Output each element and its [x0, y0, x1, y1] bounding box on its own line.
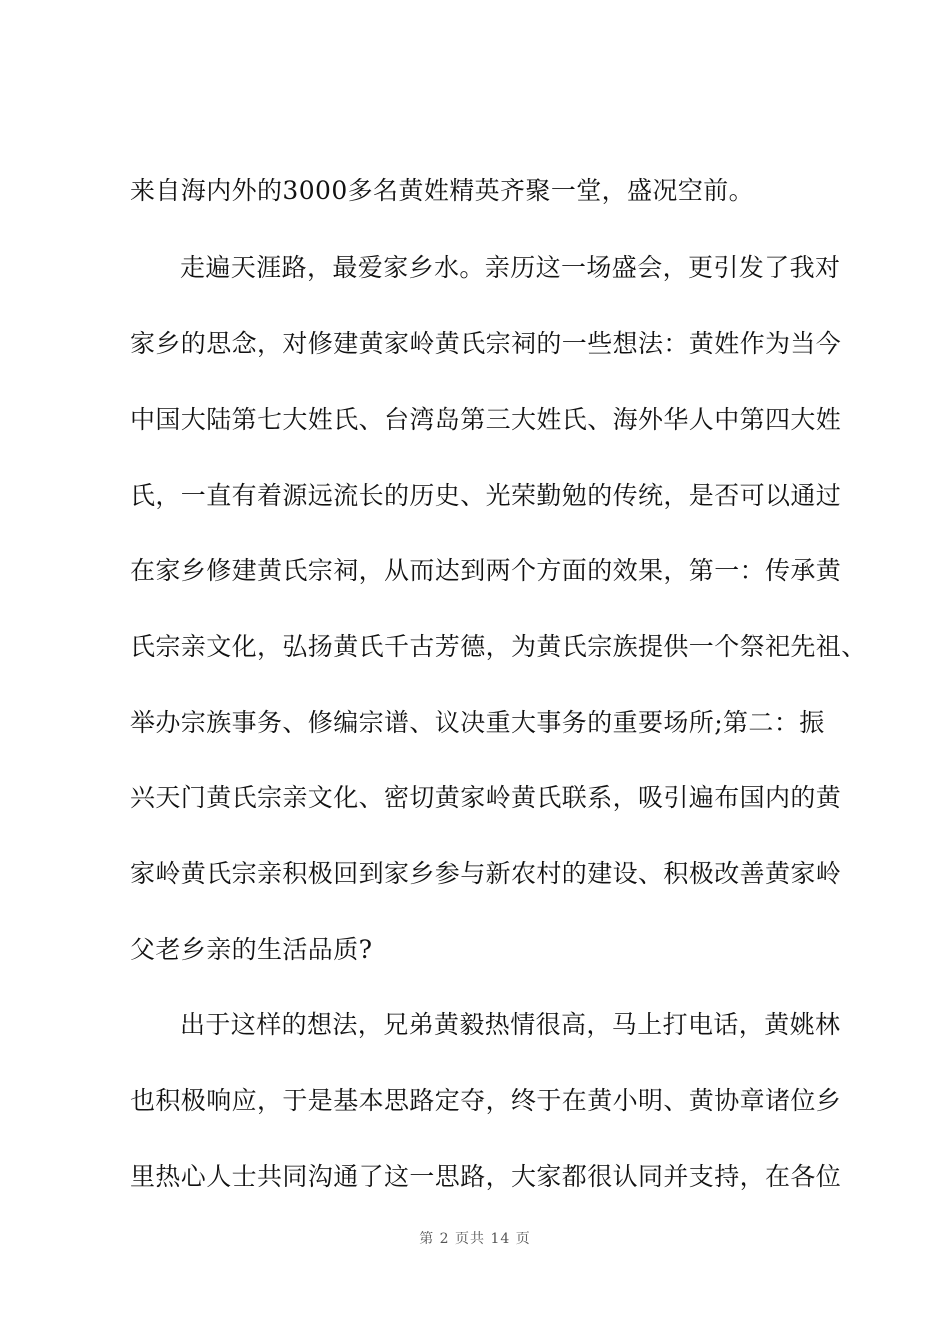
text-line-13: 也积极响应，于是基本思路定夺，终于在黄小明、黄协章诸位乡	[130, 1086, 842, 1115]
text-line-2: 走遍天涯路，最爱家乡水。亲历这一场盛会，更引发了我对	[180, 253, 841, 282]
text-line-8: 举办宗族事务、修编宗谱、议决重大事务的重要场所;第二：振	[130, 708, 825, 737]
text-line-7: 氏宗亲文化，弘扬黄氏千古芳德，为黄氏宗族提供一个祭祀先祖、	[130, 632, 867, 661]
text-line-14: 里热心人士共同沟通了这一思路，大家都很认同并支持，在各位	[130, 1162, 842, 1191]
text-line-10: 家岭黄氏宗亲积极回到家乡参与新农村的建设、积极改善黄家岭	[130, 859, 842, 888]
text-line-11: 父老乡亲的生活品质?	[130, 935, 373, 964]
text-line-9: 兴天门黄氏宗亲文化、密切黄家岭黄氏联系，吸引遍布国内的黄	[130, 783, 842, 812]
text-line-6: 在家乡修建黄氏宗祠，从而达到两个方面的效果，第一：传承黄	[130, 556, 842, 585]
text-line-1: 来自海内外的3000多名黄姓精英齐聚一堂，盛况空前。	[130, 176, 755, 205]
text-line-4: 中国大陆第七大姓氏、台湾岛第三大姓氏、海外华人中第四大姓	[130, 405, 842, 434]
text-line-3: 家乡的思念，对修建黄家岭黄氏宗祠的一些想法：黄姓作为当今	[130, 329, 842, 358]
text-line-12: 出于这样的想法，兄弟黄毅热情很高，马上打电话，黄姚林	[180, 1010, 841, 1039]
page-number-footer: 第 2 页共 14 页	[419, 1231, 531, 1247]
text-line-5: 氏，一直有着源远流长的历史、光荣勤勉的传统，是否可以通过	[130, 481, 842, 510]
